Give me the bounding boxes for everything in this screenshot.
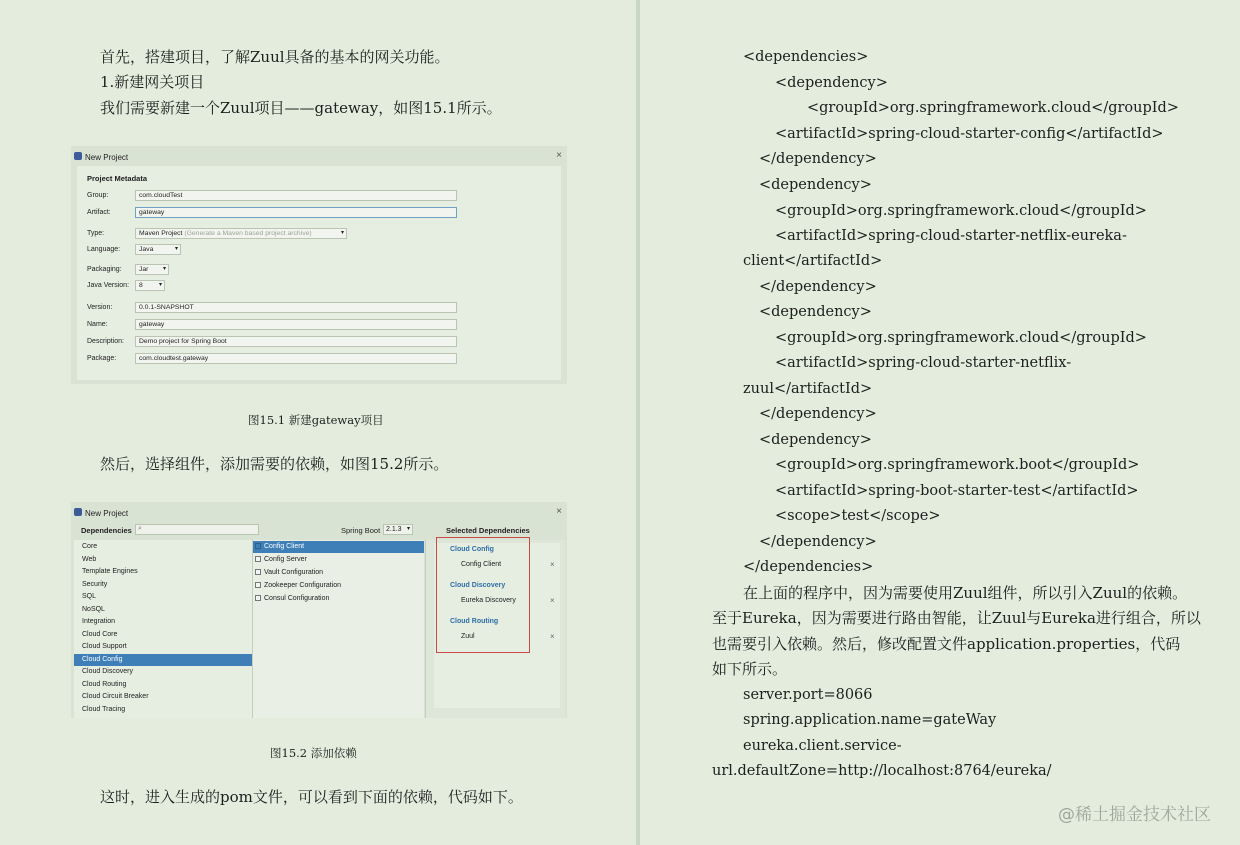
language-label: Language: [87, 246, 121, 253]
config-line: eureka.client.service- [743, 738, 902, 754]
packaging-value: Jar [139, 266, 149, 273]
figure-15-1-caption: 图15.1 新建gateway项目 [248, 413, 384, 427]
spring-boot-version-value: 2.1.3 [386, 526, 402, 533]
group-label: Group: [87, 192, 109, 199]
category-item[interactable]: SQL [82, 593, 97, 600]
artifact-value: gateway [139, 209, 165, 216]
category-item[interactable]: Cloud Circuit Breaker [82, 693, 149, 700]
checkbox-checked[interactable] [255, 543, 261, 549]
packaging-label: Packaging: [87, 266, 122, 273]
chevron-down-icon: ▾ [158, 282, 162, 288]
artifact-label: Artifact: [87, 209, 111, 216]
search-icon: ⌕ [138, 525, 142, 532]
intro-paragraph: 首先，搭建项目，了解Zuul具备的基本的网关功能。 [100, 48, 450, 66]
version-label: Version: [87, 304, 113, 311]
option-vault-configuration[interactable] [253, 567, 424, 579]
java-version-value: 8 [139, 282, 143, 289]
chevron-down-icon: ▾ [406, 526, 410, 532]
code-line: <artifactId>spring-cloud-starter-config</artifactId> [775, 126, 1164, 142]
explanation-line: 至于Eureka，因为需要进行路由智能，让Zuul与Eureka进行组合，所以 [712, 609, 1201, 627]
intellij-app-icon [74, 508, 82, 516]
code-line: zuul</artifactId> [743, 381, 873, 397]
new-project-dialog [71, 146, 567, 384]
checkbox[interactable] [255, 595, 261, 601]
option-label: Consul Configuration [264, 595, 330, 602]
dependency-search-input[interactable] [135, 524, 259, 535]
checkbox[interactable] [255, 556, 261, 562]
code-line: <groupId>org.springframework.cloud</groupId> [775, 330, 1147, 346]
category-list [74, 540, 252, 718]
dialog-title: New Project [85, 153, 129, 162]
description-label: Description: [87, 338, 124, 345]
type-label: Type: [87, 230, 105, 237]
chevron-down-icon: ▾ [340, 230, 344, 236]
category-item[interactable]: NoSQL [82, 605, 105, 613]
category-item-selected[interactable]: Cloud Config [74, 654, 252, 666]
group-field[interactable] [135, 190, 457, 201]
figure-15-2-caption: 图15.2 添加依赖 [270, 746, 357, 760]
code-line: <dependency> [775, 75, 888, 91]
package-value: com.cloudtest.gateway [139, 355, 209, 362]
selected-group-heading: Cloud Routing [450, 618, 499, 625]
explanation-line: 在上面的程序中，因为需要使用Zuul组件，所以引入Zuul的依赖。 [743, 584, 1188, 602]
intellij-app-icon [74, 152, 82, 160]
selected-dependency: Zuul [461, 633, 475, 640]
project-metadata-heading: Project Metadata [87, 174, 148, 183]
code-line: <scope>test</scope> [775, 508, 941, 524]
close-icon[interactable]: × [556, 150, 562, 161]
package-field[interactable] [135, 353, 457, 364]
java-version-select[interactable] [135, 280, 165, 291]
option-config-client[interactable] [253, 541, 424, 553]
description-value: Demo project for Spring Boot [139, 338, 227, 345]
config-line: spring.application.name=gateWay [743, 712, 997, 728]
category-item[interactable]: Cloud Discovery [82, 668, 133, 675]
category-item[interactable]: Security [82, 580, 108, 588]
category-item[interactable]: Cloud Core [82, 630, 118, 638]
category-item[interactable]: Cloud Routing [82, 680, 127, 688]
chevron-down-icon: ▾ [162, 266, 166, 272]
watermark: @稀土掘金技术社区 [1058, 805, 1211, 825]
category-item[interactable]: Template Engines [82, 568, 138, 575]
code-line: </dependency> [759, 406, 877, 422]
name-label: Name: [87, 321, 108, 328]
new-project-paragraph: 我们需要新建一个Zuul项目——gateway，如图15.1所示。 [100, 99, 502, 117]
code-line: <dependency> [759, 177, 872, 193]
config-line: url.defaultZone=http://localhost:8764/eureka/ [712, 763, 1052, 779]
selected-dependencies-label: Selected Dependencies [446, 526, 530, 535]
category-item[interactable]: Web [82, 555, 97, 563]
code-line: <dependency> [759, 304, 872, 320]
code-line: </dependency> [759, 279, 877, 295]
add-dependencies-dialog [71, 502, 567, 718]
explanation-line: 如下所示。 [712, 660, 788, 678]
name-field[interactable] [135, 319, 457, 330]
type-select[interactable] [135, 228, 347, 239]
code-line: <artifactId>spring-boot-starter-test</artifactId> [775, 483, 1139, 499]
code-line: <groupId>org.springframework.cloud</groupId> [775, 203, 1147, 219]
version-field[interactable] [135, 302, 457, 313]
config-line: server.port=8066 [743, 687, 873, 703]
chevron-down-icon: ▾ [174, 246, 178, 252]
selected-dependency: Config Client [461, 561, 502, 568]
option-zookeeper-configuration[interactable] [253, 580, 424, 592]
checkbox[interactable] [255, 569, 261, 575]
version-value: 0.0.1-SNAPSHOT [139, 304, 194, 311]
type-value: Maven Project [139, 230, 183, 237]
spring-boot-label: Spring Boot [341, 526, 381, 535]
dependencies-label: Dependencies [81, 526, 132, 535]
option-label: Config Client [264, 543, 305, 550]
code-line: <dependency> [759, 432, 872, 448]
code-line: <artifactId>spring-cloud-starter-netflix- [775, 355, 1072, 371]
option-label: Config Server [264, 556, 307, 563]
artifact-field[interactable] [135, 207, 457, 218]
category-item[interactable]: Cloud Support [82, 643, 127, 650]
option-label: Vault Configuration [264, 569, 324, 576]
checkbox[interactable] [255, 582, 261, 588]
selected-group-heading: Cloud Discovery [450, 582, 506, 589]
dialog-title: New Project [85, 509, 129, 518]
code-line: </dependencies> [743, 559, 874, 575]
section-heading: 1.新建网关项目 [100, 73, 205, 91]
option-config-server[interactable] [253, 554, 424, 566]
highlight-box [436, 537, 530, 653]
pom-paragraph: 这时，进入生成的pom文件，可以看到下面的依赖，代码如下。 [100, 788, 523, 806]
language-value: Java [139, 246, 154, 253]
code-line: </dependency> [759, 534, 877, 550]
packaging-select[interactable] [135, 264, 169, 275]
group-value: com.cloudTest [139, 192, 183, 199]
java-version-label: Java Version: [87, 282, 130, 289]
selected-group-heading: Cloud Config [450, 546, 494, 553]
remove-icon[interactable]: × [550, 560, 555, 569]
option-consul-configuration[interactable] [253, 593, 424, 605]
code-line: <dependencies> [743, 49, 869, 65]
type-hint: (Generate a Maven based project archive) [184, 230, 312, 237]
option-label: Zookeeper Configuration [264, 582, 342, 589]
select-components-paragraph: 然后，选择组件，添加需要的依赖，如图15.2所示。 [100, 455, 449, 473]
close-icon[interactable]: × [556, 506, 562, 517]
language-select[interactable] [135, 244, 181, 255]
selected-dependency: Eureka Discovery [461, 597, 516, 604]
code-line: <artifactId>spring-cloud-starter-netflix-eureka- [775, 228, 1127, 244]
description-field[interactable] [135, 336, 457, 347]
explanation-line: 也需要引入依赖。然后，修改配置文件application.properties，代码 [712, 635, 1181, 653]
code-line: <groupId>org.springframework.cloud</groupId> [807, 100, 1179, 116]
name-value: gateway [139, 321, 165, 328]
category-item[interactable]: Cloud Tracing [82, 705, 126, 713]
package-label: Package: [87, 355, 117, 362]
code-line: client</artifactId> [743, 253, 883, 269]
code-line: </dependency> [759, 151, 877, 167]
remove-icon[interactable]: × [550, 596, 555, 605]
category-item[interactable]: Core [82, 543, 98, 550]
remove-icon[interactable]: × [550, 632, 555, 641]
metadata-panel [77, 166, 561, 380]
code-line: <groupId>org.springframework.boot</groupId> [775, 457, 1140, 473]
category-item[interactable]: Integration [82, 618, 116, 625]
dependency-option-list [252, 540, 424, 718]
spring-boot-version-select[interactable] [383, 524, 413, 535]
